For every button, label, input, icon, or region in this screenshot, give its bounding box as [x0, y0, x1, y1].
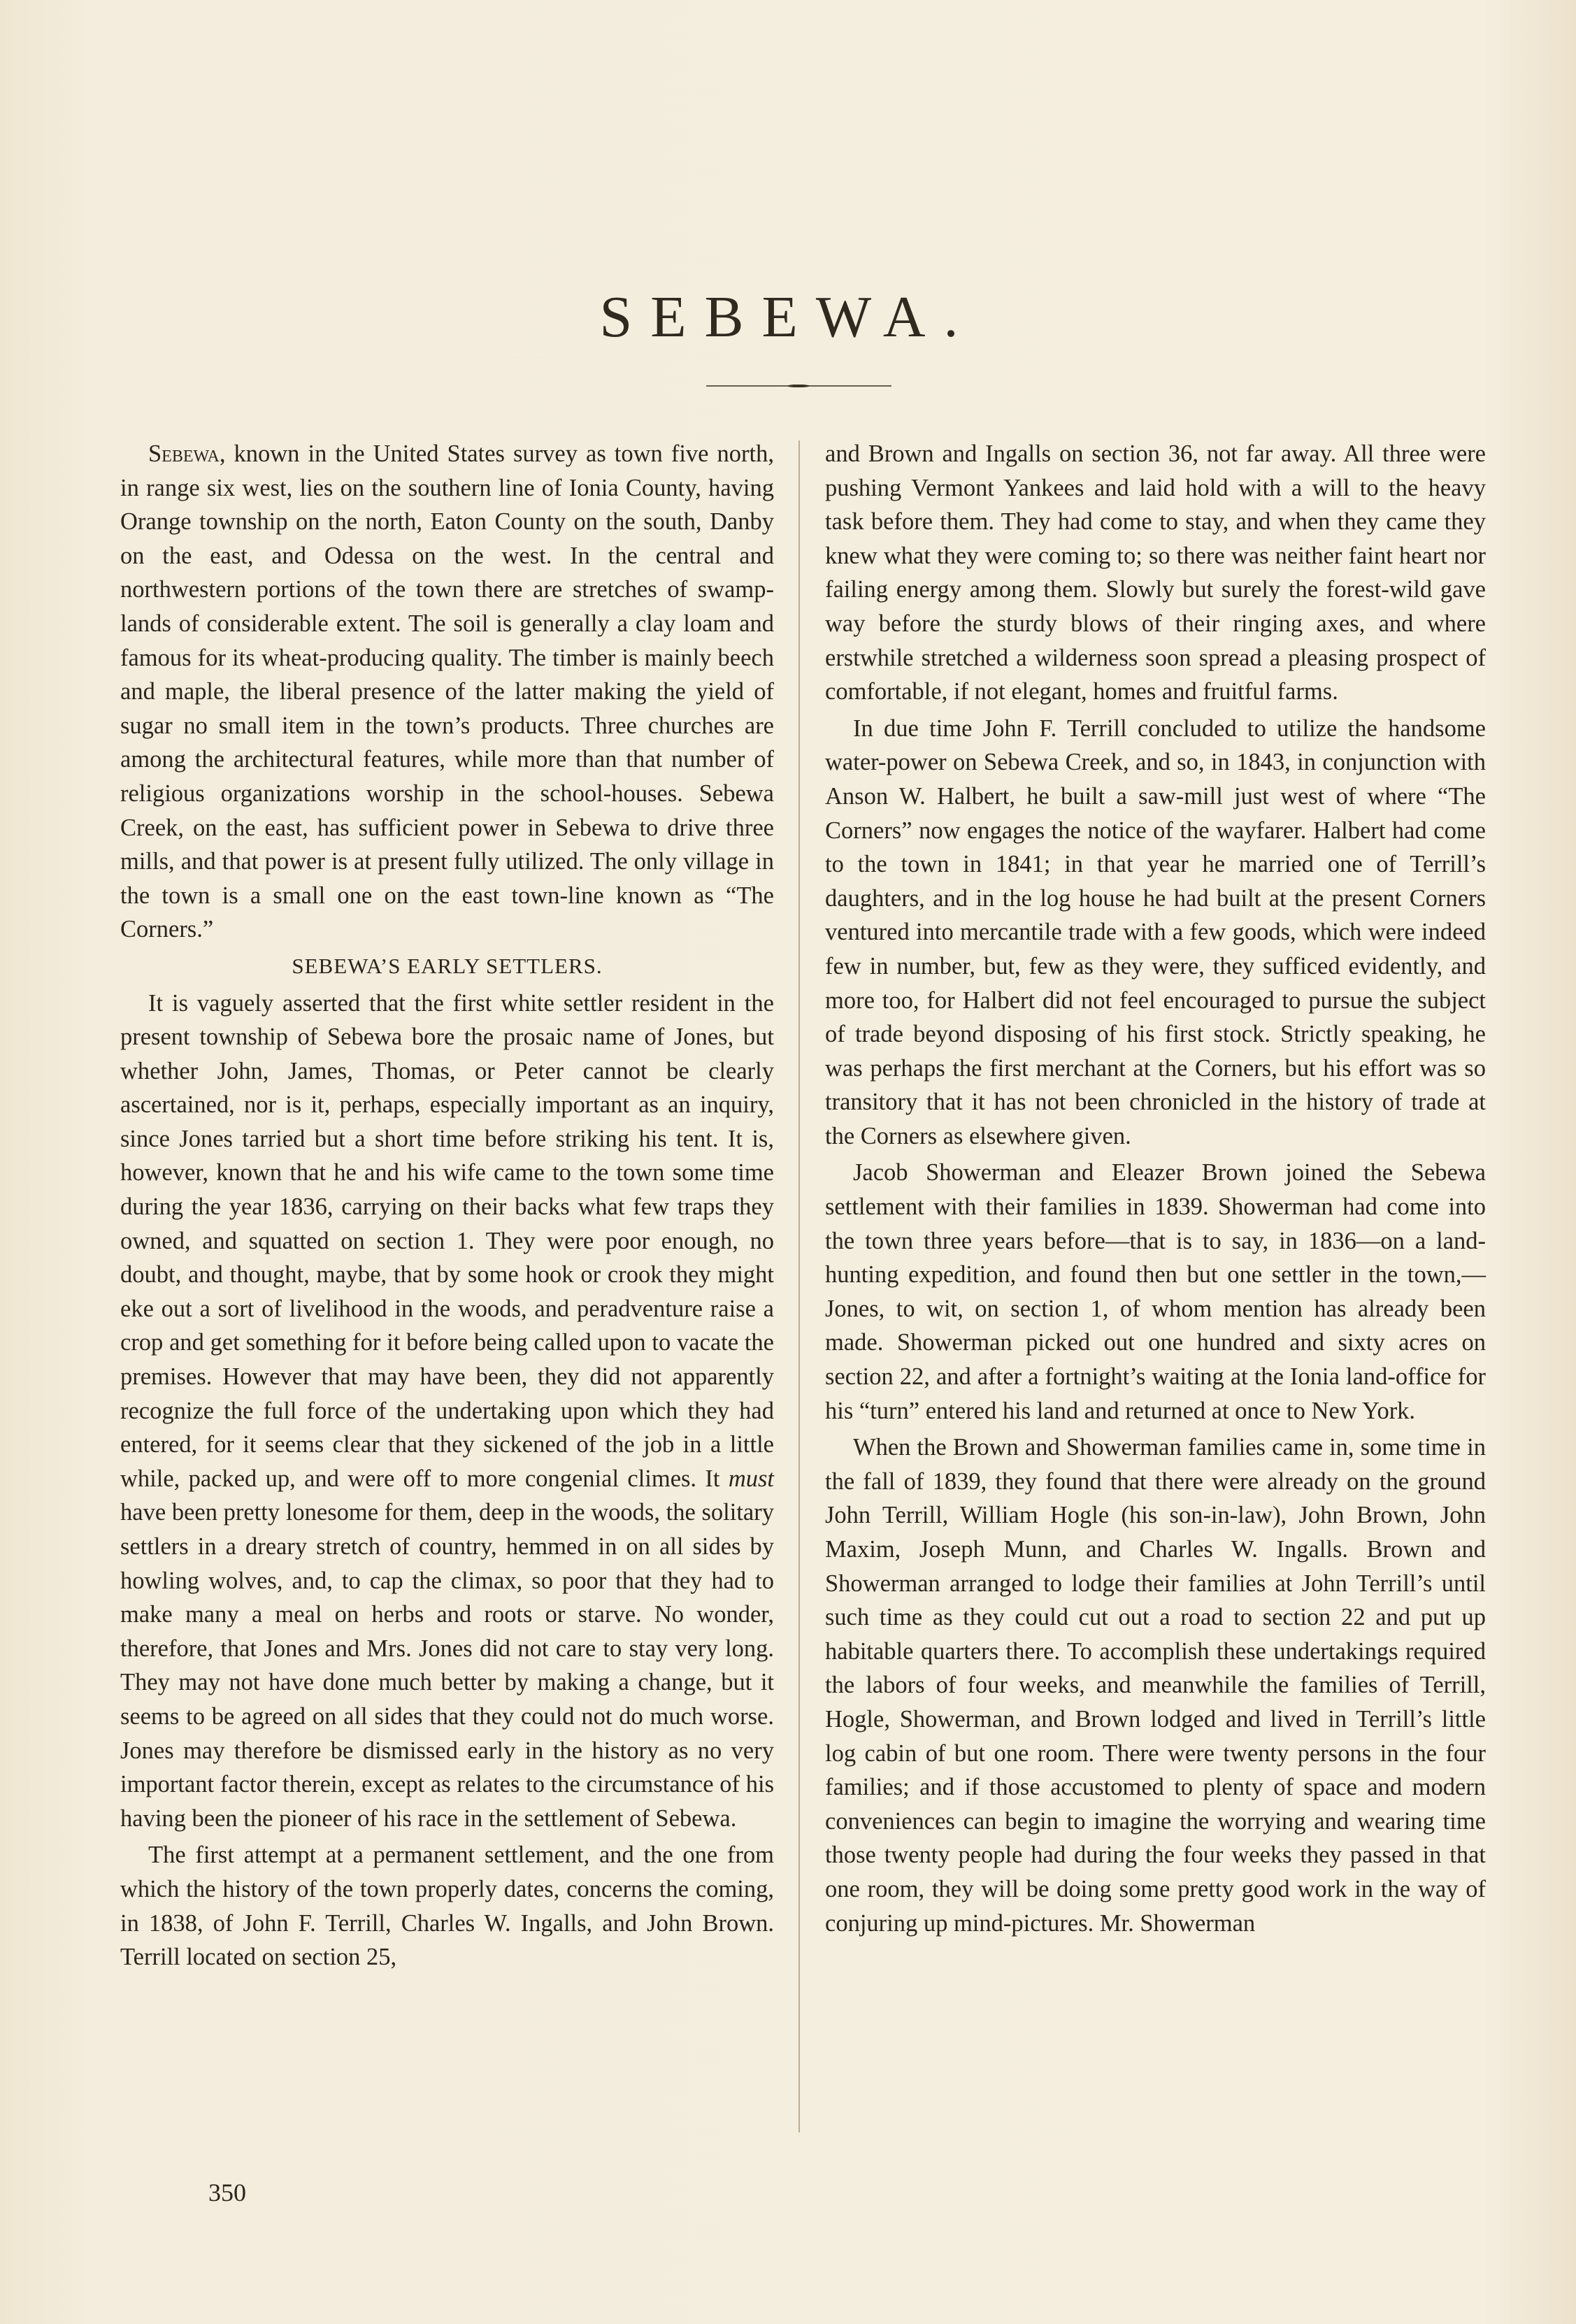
right-column — [825, 437, 1486, 1940]
page-number: 350 — [208, 2179, 246, 2207]
emphasis-word: must — [728, 1465, 774, 1492]
jones-text-b: have been pretty lonesome for them, deep in the woods, the solitary settlers in a dreary stretch of country, hemmed in on all sides by howling wolves, and, to cap the climax, so poor that they had to make many a meal on herbs and roots or starve. No wonder, therefore, that Jones and Mrs. Jones did not care to stay very long. They may not have done much better by making a change, but it seems to be agreed on all sides that they could not do much worse. Jones may therefore be dismissed early in the history as no very important factor therein, except as relates to the circumstance of his having been the pioneer of his race in the settlement of Sebewa. — [120, 1499, 774, 1832]
title-ornament-rule — [706, 385, 891, 387]
paragraph-terrill-mill: In due time John F. Terrill concluded to utilize the handsome water-power on Sebewa Creek, and so, in 1843, in conjunction with Anson W. Halbert, he built a saw-mill just west of where “The Corners” now engages the notice of the wayfarer. Halbert had come to the town in 1841; in that year he married one of Terrill’s daughters, and in the log house he had built at the present Corners ventured into mercantile trade with a few goods, which were indeed few in number, but, few as they were, they sufficed evidently, and more too, for Halbert did not feel encouraged to pursue the subject of trade beyond disposing of his first stock. Strictly speaking, he was perhaps the first merchant at the Corners, but his effort was so transitory that it has not been chronicled in the history of trade at the Corners as elsewhere given. — [825, 715, 1486, 1149]
paragraph-brown-showerman-families: When the Brown and Showerman families came in, some time in the fall of 1839, they found that there were already on the ground John Terrill, William Hogle (his son-in-law), John Brown, John Maxim, Joseph Munn, and Charles W. Ingalls. Brown and Showerman arranged to lodge their families at John Terrill’s until such time as they could cut out a road to section 22 and put up habitable quarters there. To accomplish these undertakings required the labors of four weeks, and meanwhile the families of Terrill, Hogle, Showerman, and Brown lodged and lived in Terrill’s little log cabin of but one room. There were twenty persons in the four families; and if those accustomed to plenty of space and modern conveniences can begin to imagine the worrying and wearing time those twenty people had during the four weeks they passed in that one room, they will be doing some pretty good work in the way of conjuring up mind-pictures. Mr. Showerman — [825, 1434, 1486, 1937]
page-title: SEBEWA. — [599, 285, 977, 350]
paragraph-continuation: and Brown and Ingalls on section 36, not far away. All three were pushing Vermont Yankees and laid hold with a will to the heavy task before them. They had come to stay, and when they came they knew what they were coming to; so there was neither faint heart nor failing energy among them. Slowly but surely the forest-wild gave way before the sturdy blows of their ringing axes, and where erstwhile stretched a wilderness soon spread a pleasing prospect of comfortable, if not elegant, homes and fruitful farms. — [825, 440, 1486, 705]
lead-word: Sebewa, — [148, 440, 226, 467]
left-column — [120, 437, 774, 1974]
paragraph-showerman: Jacob Showerman and Eleazer Brown joined the Sebewa settlement with their families in 1839. Showerman had come into the town three years before—that is to say, in 1836—on a land-hunting expedition, and found then but one settler in the town,—Jones, to wit, on section 1, of whom mention has already been made. Showerman picked out one hundred and sixty acres on section 22, and after a fortnight’s waiting at the Ionia land-office for his “turn” entered his land and returned at once to New York. — [825, 1159, 1486, 1424]
paragraph-first-settlement: The first attempt at a permanent settlement, and the one from which the history of the town properly dates, concerns the coming, in 1838, of John F. Terrill, Charles W. Ingalls, and John Brown. Terrill located on section 25, — [120, 1842, 774, 1971]
intro-text: known in the United States survey as town five north, in range six west, lies on the southern line of Ionia County, having Orange township on the north, Eaton County on the south, Danby on the east, and Odessa on the west. In the central and northwestern portions of the town there are stretches of swamp-lands of considerable extent. The soil is generally a clay loam and famous for its wheat-producing quality. The timber is mainly beech and maple, the liberal presence of the latter making the yield of sugar no small item in the town’s products. Three churches are among the architectural features, while more than that number of religious organizations worship in the school-houses. Sebewa Creek, on the east, has sufficient power in Sebewa to drive three mills, and that power is at present fully utilized. The only village in the town is a small one on the east town-line known as “The Corners.” — [120, 440, 774, 943]
paragraph-jones — [120, 987, 774, 1836]
section-subheading: SEBEWA’S EARLY SETTLERS. — [292, 953, 603, 978]
paragraph-intro — [120, 437, 774, 947]
column-divider — [798, 440, 800, 2132]
jones-text-a: It is vaguely asserted that the first white settler resident in the present township of Sebewa bore the prosaic name of Jones, but whether John, James, Thomas, or Peter cannot be clearly ascertained, nor is it, perhaps, especially important as an inquiry, since Jones tarried but a short time before striking his tent. It is, however, known that he and his wife came to the town some time during the year 1836, carrying on their backs what few traps they owned, and squatted on section 1. They were poor enough, no doubt, and thought, maybe, that by some hook or crook they might eke out a sort of livelihood in the woods, and peradventure raise a crop and get something for it before being called upon to vacate the premises. However that may have been, they did not apparently recognize the full force of the undertaking upon which they had entered, for it seems clear that they sickened of the job in a little while, packed up, and were off to more congenial climes. It — [120, 989, 774, 1492]
